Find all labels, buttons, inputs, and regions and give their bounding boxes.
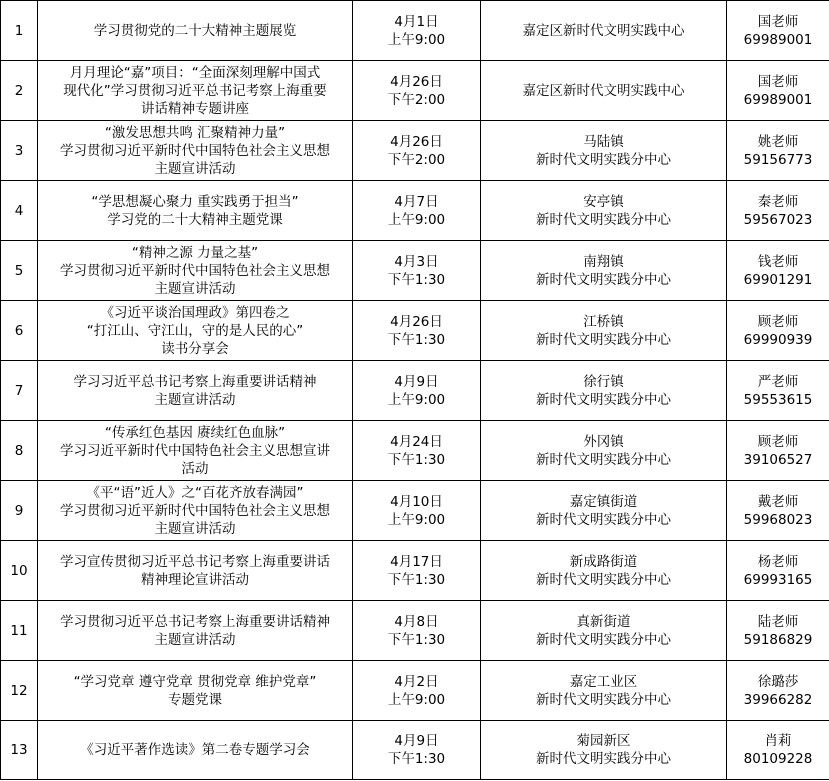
row-index-cell (1, 541, 38, 601)
event-venue-cell (481, 61, 727, 121)
event-title-cell (38, 121, 353, 181)
event-time-line: 4月17日 (390, 553, 443, 570)
table-row (1, 181, 829, 241)
event-contact-cell (727, 661, 829, 721)
event-time-cell (353, 421, 481, 481)
event-venue-line: 新时代文明实践分中心 (536, 391, 671, 408)
event-time-cell (353, 361, 481, 421)
event-venue-line: 江桥镇 (583, 313, 624, 330)
event-time-line: 4月2日 (394, 673, 439, 690)
event-venue-cell (481, 1, 727, 61)
event-contact-cell (727, 601, 829, 661)
event-contact-cell (727, 421, 829, 481)
event-title-line: 学习党的二十大精神主题党课 (107, 211, 283, 228)
row-index: 2 (14, 82, 24, 99)
event-contact-cell (727, 181, 829, 241)
event-time-cell (353, 61, 481, 121)
table-row (1, 61, 829, 121)
event-title-line: “打江山、守江山，守的是人民的心” (86, 322, 304, 339)
event-title-line: “学思想凝心聚力 重实践勇于担当” (91, 193, 299, 210)
event-time-line: 4月26日 (390, 133, 443, 150)
row-index: 13 (10, 742, 28, 758)
event-venue-line: 真新街道 (576, 613, 631, 630)
event-time-line: 上午9:00 (387, 391, 446, 408)
event-title-line: 学习贯彻习近平新时代中国特色社会主义思想 (60, 502, 330, 519)
event-title-line: 学习宣传贯彻习近平总书记考察上海重要讲话 (60, 553, 330, 570)
event-title-line: 学习贯彻习近平新时代中国特色社会主义思想 (60, 142, 330, 159)
event-time-line: 下午1:30 (387, 331, 446, 348)
event-time-line: 4月3日 (394, 253, 439, 270)
row-index-cell (1, 121, 38, 181)
event-contact-line: 39966282 (743, 691, 813, 708)
event-venue-line: 新时代文明实践分中心 (536, 511, 671, 528)
event-contact-line: 姚老师 (757, 133, 799, 150)
event-time-line: 上午9:00 (387, 691, 446, 708)
event-contact-cell (727, 61, 829, 121)
event-time-line: 下午1:30 (387, 631, 446, 648)
event-contact-line: 69989001 (743, 31, 813, 48)
event-venue-line: 新成路街道 (569, 553, 638, 570)
event-contact-line: 69990939 (743, 331, 813, 348)
row-index-cell (1, 421, 38, 481)
row-index-cell (1, 301, 38, 361)
event-title-cell (38, 421, 353, 481)
event-contact-cell (727, 481, 829, 541)
event-venue-line: 新时代文明实践分中心 (536, 211, 671, 228)
event-title-line: 学习贯彻习近平新时代中国特色社会主义思想 (60, 262, 330, 279)
table-row (1, 541, 829, 601)
event-time-line: 下午1:30 (387, 571, 446, 588)
row-index: 1 (14, 22, 24, 39)
event-time-cell (353, 661, 481, 721)
event-contact-line: 国老师 (757, 13, 799, 30)
event-contact-line: 顾老师 (757, 433, 799, 450)
event-contact-line: 59553615 (743, 391, 813, 408)
event-time-cell (353, 301, 481, 361)
event-venue-line: 新时代文明实践分中心 (536, 751, 671, 767)
event-venue-line: 嘉定区新时代文明实践中心 (522, 82, 685, 99)
row-index: 11 (10, 622, 28, 639)
event-time-line: 4月26日 (390, 313, 443, 330)
event-title-cell (38, 241, 353, 301)
event-time-line: 4月7日 (394, 193, 439, 210)
event-contact-line: 秦老师 (757, 193, 799, 210)
event-time-cell (353, 541, 481, 601)
event-venue-cell (481, 361, 727, 421)
event-venue-line: 菊园新区 (576, 733, 631, 749)
row-index: 6 (14, 322, 24, 339)
event-time-line: 4月10日 (390, 493, 443, 510)
table-row (1, 421, 829, 481)
event-time-cell (353, 121, 481, 181)
event-title-line: 学习习近平总书记考察上海重要讲话精神 (73, 373, 317, 390)
event-contact-line: 59968023 (743, 511, 813, 528)
event-venue-cell (481, 661, 727, 721)
row-index-cell (1, 241, 38, 301)
event-venue-line: 新时代文明实践分中心 (536, 451, 671, 468)
event-time-line: 下午1:30 (387, 751, 446, 767)
event-venue-cell (481, 121, 727, 181)
row-index-cell (1, 361, 38, 421)
event-title-line: 学习习近平新时代中国特色社会主义思想宣讲 (60, 442, 330, 459)
event-venue-cell (481, 721, 727, 780)
event-title-line: 主题宣讲活动 (154, 160, 236, 177)
event-contact-line: 钱老师 (757, 253, 799, 270)
event-time-line: 上午9:00 (387, 31, 446, 48)
event-contact-cell (727, 1, 829, 61)
event-title-cell (38, 721, 353, 780)
row-index: 10 (10, 562, 28, 579)
event-venue-line: 新时代文明实践分中心 (536, 631, 671, 648)
event-contact-line: 59156773 (743, 151, 813, 168)
event-time-cell (353, 721, 481, 780)
event-title-cell (38, 541, 353, 601)
event-title-cell (38, 1, 353, 61)
event-contact-line: 肖莉 (764, 733, 792, 749)
row-index-cell (1, 181, 38, 241)
event-title-line: 精神理论宣讲活动 (141, 571, 249, 588)
schedule-body (1, 1, 829, 780)
event-contact-cell (727, 361, 829, 421)
table-row (1, 241, 829, 301)
event-time-cell (353, 1, 481, 61)
event-contact-line: 戴老师 (757, 493, 799, 510)
row-index-cell (1, 1, 38, 61)
event-contact-cell (727, 241, 829, 301)
event-venue-line: 徐行镇 (583, 373, 624, 390)
event-venue-line: 南翔镇 (583, 253, 624, 270)
event-title-line: 《习近平谈治国理政》第四卷之 (100, 304, 290, 321)
event-title-line: 现代化”学习贯彻习近平总书记考察上海重要 (63, 82, 327, 99)
event-time-line: 上午9:00 (387, 511, 446, 528)
table-row (1, 661, 829, 721)
table-row (1, 121, 829, 181)
event-contact-line: 陆老师 (757, 613, 799, 630)
event-title-line: “学习党章 遵守党章 贯彻党章 维护党章” (73, 673, 317, 690)
event-venue-line: 新时代文明实践分中心 (536, 691, 671, 708)
event-title-cell (38, 61, 353, 121)
event-venue-line: 嘉定镇街道 (569, 493, 638, 510)
event-time-cell (353, 241, 481, 301)
event-venue-line: 嘉定区新时代文明实践中心 (522, 22, 685, 39)
row-index-cell (1, 61, 38, 121)
table-row (1, 361, 829, 421)
event-time-line: 上午9:00 (387, 211, 446, 228)
event-contact-cell (727, 121, 829, 181)
event-venue-cell (481, 541, 727, 601)
event-contact-line: 69989001 (743, 91, 813, 108)
event-title-cell (38, 361, 353, 421)
event-title-line: “激发思想共鸣 汇聚精神力量” (104, 124, 286, 141)
event-venue-line: 新时代文明实践分中心 (536, 151, 671, 168)
event-time-cell (353, 481, 481, 541)
event-venue-line: 新时代文明实践分中心 (536, 271, 671, 288)
event-title-line: 《平“语”近人》之“百花齐放春满园” (86, 484, 304, 501)
event-title-cell (38, 481, 353, 541)
row-index-cell (1, 481, 38, 541)
event-contact-line: 严老师 (757, 373, 799, 390)
event-venue-cell (481, 601, 727, 661)
event-contact-line: 徐璐莎 (757, 673, 799, 690)
event-title-line: 月月理论“嘉”项目：“全面深刻理解中国式 (69, 64, 321, 81)
event-time-line: 4月9日 (394, 733, 439, 749)
event-title-line: 主题宣讲活动 (154, 631, 236, 648)
event-venue-line: 新时代文明实践分中心 (536, 331, 671, 348)
event-venue-line: 外冈镇 (583, 433, 624, 450)
event-contact-line: 69993165 (743, 571, 813, 588)
event-title-line: 主题宣讲活动 (154, 520, 236, 537)
table-row (1, 301, 829, 361)
event-time-line: 下午1:30 (387, 451, 446, 468)
row-index: 8 (14, 442, 24, 459)
event-title-cell (38, 601, 353, 661)
event-venue-cell (481, 181, 727, 241)
event-title-line: “传承红色基因 赓续红色血脉” (104, 424, 286, 441)
event-venue-cell (481, 241, 727, 301)
event-title-cell (38, 301, 353, 361)
event-title-cell (38, 661, 353, 721)
event-title-line: 学习贯彻党的二十大精神主题展览 (93, 22, 297, 39)
event-venue-line: 安亭镇 (583, 193, 624, 210)
event-title-line: 《习近平著作选读》第二卷专题学习会 (80, 742, 310, 758)
event-time-line: 4月8日 (394, 613, 439, 630)
event-contact-cell (727, 541, 829, 601)
row-index: 4 (14, 202, 24, 219)
event-time-line: 4月26日 (390, 73, 443, 90)
row-index-cell (1, 661, 38, 721)
table-row (1, 721, 829, 780)
event-time-line: 下午1:30 (387, 271, 446, 288)
event-time-cell (353, 181, 481, 241)
event-contact-cell (727, 301, 829, 361)
table-row (1, 601, 829, 661)
event-title-cell (38, 181, 353, 241)
event-contact-line: 顾老师 (757, 313, 799, 330)
event-venue-cell (481, 481, 727, 541)
row-index: 5 (14, 262, 24, 279)
row-index-cell (1, 601, 38, 661)
event-contact-line: 59567023 (743, 211, 813, 228)
event-time-line: 下午2:00 (387, 151, 446, 168)
row-index: 12 (10, 682, 28, 699)
event-contact-line: 59186829 (743, 631, 813, 648)
event-venue-cell (481, 301, 727, 361)
event-venue-line: 新时代文明实践分中心 (536, 571, 671, 588)
event-title-line: “精神之源 力量之基” (131, 244, 259, 261)
row-index-cell (1, 721, 38, 780)
event-venue-cell (481, 421, 727, 481)
event-time-line: 4月9日 (394, 373, 439, 390)
event-title-line: 读书分享会 (161, 340, 229, 357)
event-title-line: 主题宣讲活动 (154, 391, 236, 408)
event-time-line: 4月24日 (390, 433, 443, 450)
event-contact-cell (727, 721, 829, 780)
row-index: 7 (14, 382, 24, 399)
event-venue-line: 嘉定工业区 (569, 673, 638, 690)
row-index: 9 (14, 502, 24, 519)
event-title-line: 活动 (181, 460, 209, 477)
event-venue-line: 马陆镇 (583, 133, 624, 150)
event-contact-line: 39106527 (743, 451, 813, 468)
event-title-line: 学习贯彻习近平总书记考察上海重要讲话精神 (60, 613, 330, 630)
event-time-line: 4月1日 (394, 13, 439, 30)
table-row (1, 481, 829, 541)
event-contact-line: 80109228 (743, 751, 813, 767)
event-title-line: 主题宣讲活动 (154, 280, 236, 297)
event-contact-line: 杨老师 (757, 553, 799, 570)
table-row (1, 1, 829, 61)
event-contact-line: 国老师 (757, 73, 799, 90)
event-time-cell (353, 601, 481, 661)
event-contact-line: 69901291 (743, 271, 813, 288)
row-index: 3 (14, 142, 24, 159)
event-title-line: 专题党课 (168, 691, 222, 708)
event-time-line: 下午2:00 (387, 91, 446, 108)
event-title-line: 讲话精神专题讲座 (141, 100, 249, 117)
